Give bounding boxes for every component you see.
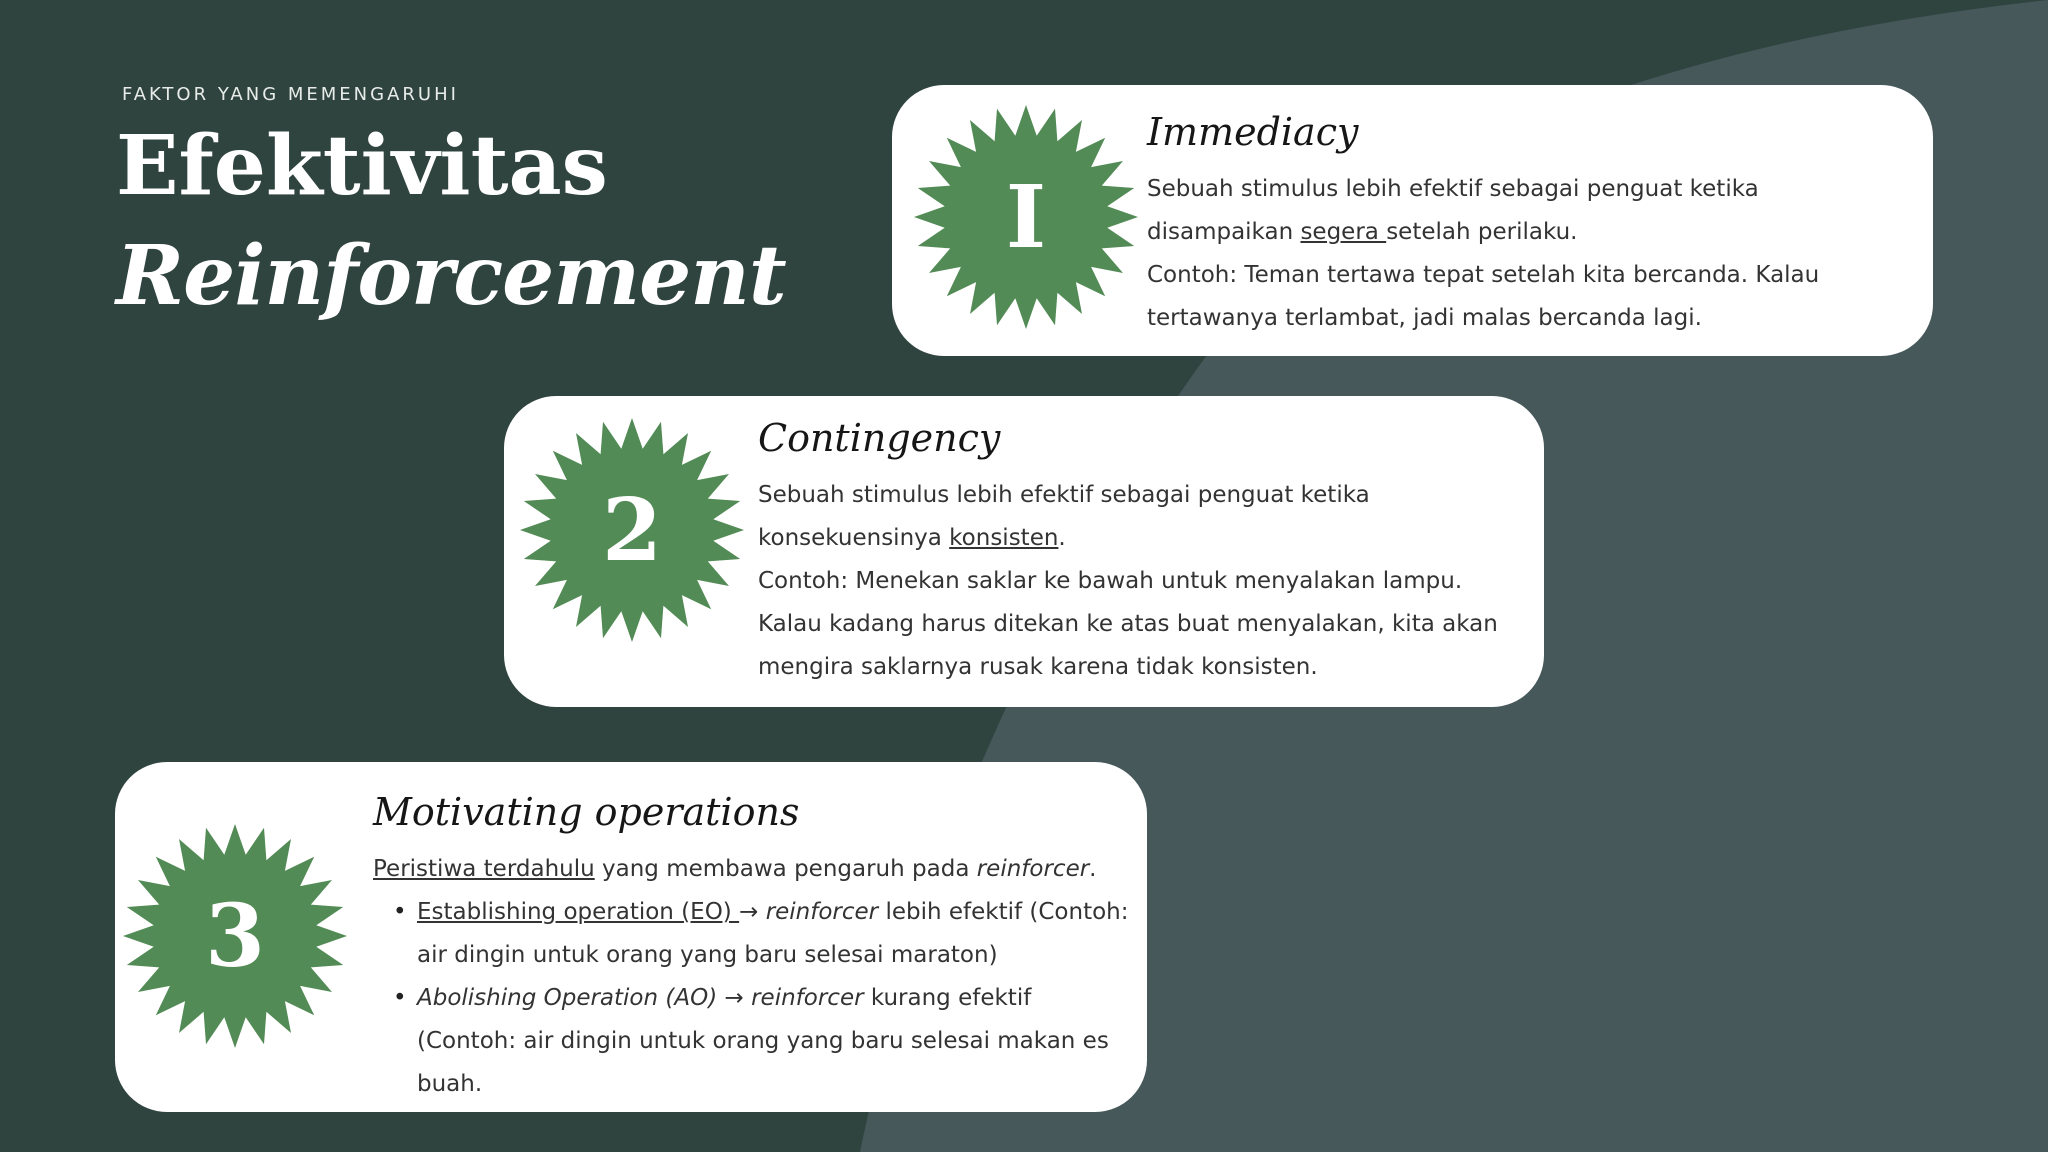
slide-title-line1: Efektivitas <box>116 118 608 214</box>
underlined-term: Peristiwa terdahulu <box>373 856 595 882</box>
starburst-badge-1 <box>912 103 1140 331</box>
card-title: Immediacy <box>1147 110 1359 154</box>
starburst-badge-3 <box>121 822 349 1050</box>
card-motivating-operations <box>115 762 1147 1112</box>
card-paragraph: Sebuah stimulus lebih efektif sebagai penguat ketika konsekuensinya konsisten. <box>758 482 1370 551</box>
underlined-term: segera <box>1300 219 1387 245</box>
slide-title-line2: Reinforcement <box>116 228 786 324</box>
list-item: • Abolishing Operation (AO) → reinforcer kurang efektif (Contoh: air dingin untuk orang yang baru selesai makan es buah. <box>417 977 1133 1106</box>
underlined-term: konsisten <box>949 525 1059 551</box>
badge-number: 2 <box>602 479 662 581</box>
card-example: Contoh: Teman tertawa tepat setelah kita bercanda. Kalau tertawanya terlambat, jadi malas bercanda lagi. <box>1147 262 1820 331</box>
slide-eyebrow: FAKTOR YANG MEMENGARUHI <box>122 84 459 105</box>
card-intro: Peristiwa terdahulu yang membawa pengaruh pada reinforcer. <box>373 856 1097 882</box>
badge-number: I <box>1005 166 1047 268</box>
card-immediacy <box>892 85 1933 356</box>
starburst-badge-2 <box>518 416 746 644</box>
badge-number: 3 <box>205 885 265 987</box>
card-paragraph: Sebuah stimulus lebih efektif sebagai penguat ketika disampaikan segera setelah perilaku. <box>1147 176 1759 245</box>
card-title: Contingency <box>758 416 1001 460</box>
list-item: • Establishing operation (EO) → reinforcer lebih efektif (Contoh: air dingin untuk orang yang baru selesai maraton) <box>417 891 1133 977</box>
card-contingency <box>504 396 1544 707</box>
card-example: Contoh: Menekan saklar ke bawah untuk menyalakan lampu. Kalau kadang harus ditekan ke atas buat menyalakan, kita akan mengira saklarnya rusak karena tidak konsisten. <box>758 568 1498 680</box>
card-title: Motivating operations <box>373 790 800 834</box>
bullet-list <box>373 891 1133 1106</box>
underlined-term: Establishing operation (EO) <box>417 899 740 925</box>
